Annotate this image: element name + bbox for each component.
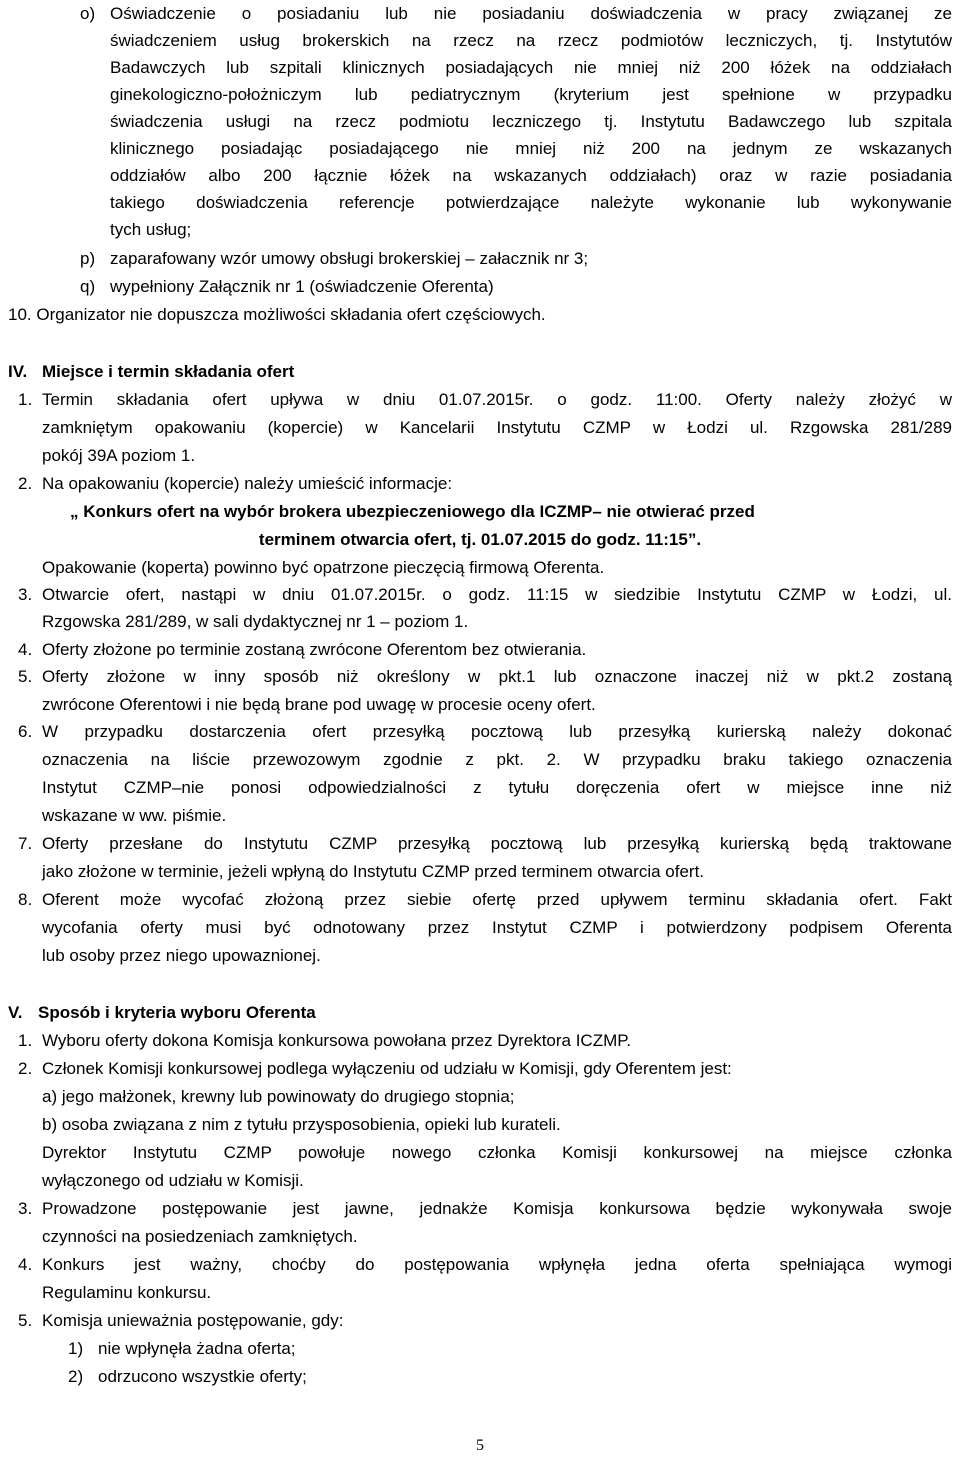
- item-text: Konkurs jest ważny, choćby do postępowania wpłynęła jedna oferta spełniająca wymogi: [42, 1255, 952, 1274]
- text-line: [8, 1223, 952, 1250]
- list-item: [8, 830, 952, 857]
- item-text: takiego doświadczenia referencje potwierdzające należyte wykonanie lub wykonywanie: [110, 193, 952, 212]
- item-marker: 7.: [18, 834, 33, 853]
- text-line: [8, 554, 952, 581]
- item-marker: 8.: [18, 890, 33, 909]
- item-marker: p): [80, 249, 96, 268]
- item-text: ginekologiczno-położniczym lub pediatrycznym (kryterium jest spełnione w przypadku: [110, 85, 952, 104]
- item-text: nie wpłynęła żadna oferta;: [98, 1339, 296, 1358]
- item-text: tych usług;: [110, 220, 192, 239]
- item-text: wycofania oferty musi być odnotowany przez Instytut CZMP i potwierdzony podpisem Oferenta: [42, 918, 952, 937]
- list-item: [8, 1335, 952, 1362]
- list-item: [8, 301, 952, 328]
- envelope-label: „ Konkurs ofert na wybór brokera ubezpieczeniowego dla ICZMP– nie otwierać przed: [70, 502, 755, 521]
- text-line: [8, 1111, 952, 1138]
- text-line: [8, 942, 952, 969]
- text-line: [8, 802, 952, 829]
- list-item: [8, 1055, 952, 1082]
- item-text: wypełniony Załącznik nr 1 (oświadczenie Oferenta): [110, 277, 494, 296]
- item-marker: 5.: [18, 1311, 33, 1330]
- item-text: czynności na posiedzeniach zamkniętych.: [42, 1227, 358, 1246]
- item-text: Oferent może wycofać złożoną przez siebie ofertę przed upływem terminu składania ofert. Fakt: [42, 890, 952, 909]
- list-item: [8, 663, 952, 690]
- item-marker: 3.: [18, 585, 33, 604]
- item-text: Na opakowaniu (kopercie) należy umieścić informacje:: [42, 474, 453, 493]
- text-line: [8, 135, 952, 162]
- text-line: [8, 162, 952, 189]
- item-text: Prowadzone postępowanie jest jawne, jednakże Komisja konkursowa będzie wykonywała swoje: [42, 1199, 952, 1218]
- item-text: Opakowanie (koperta) powinno być opatrzone pieczęcią firmową Oferenta.: [42, 558, 605, 577]
- envelope-label-line: [8, 526, 952, 553]
- item-marker: 1.: [18, 1031, 33, 1050]
- text-line: [8, 54, 952, 81]
- text-line: [8, 746, 952, 773]
- item-text: Członek Komisji konkursowej podlega wyłączeniu od udziału w Komisji, gdy Oferentem jest:: [42, 1059, 732, 1078]
- list-item: [8, 1195, 952, 1222]
- item-text: klinicznego posiadając posiadającego nie mniej niż 200 na jednym ze wskazanych: [110, 139, 952, 158]
- list-item: [8, 1027, 952, 1054]
- section-heading: [8, 358, 952, 385]
- item-marker: 4.: [18, 1255, 33, 1274]
- item-text: Komisja unieważnia postępowanie, gdy:: [42, 1311, 344, 1330]
- item-text: Oferty przesłane do Instytutu CZMP przesyłką pocztową lub przesyłką kurierską będą traktowane: [42, 834, 952, 853]
- page-number: 5: [476, 1437, 484, 1454]
- item-text: Oferty złożone po terminie zostaną zwrócone Oferentom bez otwierania.: [42, 640, 587, 659]
- item-text: Rzgowska 281/289, w sali dydaktycznej nr 1 – poziom 1.: [42, 612, 469, 631]
- item-marker: 6.: [18, 722, 33, 741]
- item-text: świadczenia usługi na rzecz podmiotu leczniczego tj. Instytutu Badawczego lub szpitala: [110, 112, 952, 131]
- item-marker: 1): [68, 1339, 84, 1358]
- text-line: [8, 914, 952, 941]
- item-text: 10. Organizator nie dopuszcza możliwości składania ofert częściowych.: [8, 305, 546, 324]
- item-marker: 4.: [18, 640, 33, 659]
- envelope-label: terminem otwarcia ofert, tj. 01.07.2015 do godz. 11:15”.: [258, 530, 702, 549]
- section-title: Sposób i kryteria wyboru Oferenta: [38, 1003, 316, 1022]
- item-text: wskazane w ww. piśmie.: [42, 806, 227, 825]
- list-item: [8, 636, 952, 663]
- text-line: [8, 1139, 952, 1166]
- text-line: [8, 774, 952, 801]
- item-text: zamkniętym opakowaniu (kopercie) w Kancelarii Instytutu CZMP w Łodzi ul. Rzgowska 281/289: [42, 418, 952, 437]
- item-text: odrzucono wszystkie oferty;: [98, 1367, 307, 1386]
- text-line: [8, 81, 952, 108]
- item-text: Instytut CZMP–nie ponosi odpowiedzialności z tytułu doręczenia ofert w miejsce inne niż: [42, 778, 952, 797]
- item-marker: q): [80, 277, 96, 296]
- item-text: Regulaminu konkursu.: [42, 1283, 212, 1302]
- text-line: [8, 442, 952, 469]
- item-text: oznaczenia na liście przewozowym zgodnie z pkt. 2. W przypadku braku takiego oznaczenia: [42, 750, 952, 769]
- item-marker: o): [80, 4, 96, 23]
- text-line: [8, 608, 952, 635]
- text-line: [8, 108, 952, 135]
- item-marker: 2): [68, 1367, 84, 1386]
- item-text: wyłączonego od udziału w Komisji.: [42, 1171, 304, 1190]
- section-number: V.: [8, 1003, 23, 1022]
- list-item: [8, 1251, 952, 1278]
- item-text: oddziałów albo 200 łącznie łóżek na wskazanych oddziałach) oraz w razie posiadania: [110, 166, 952, 185]
- list-item: [8, 1363, 952, 1390]
- list-item: [8, 245, 952, 272]
- item-text: Oferty złożone w inny sposób niż określony w pkt.1 lub oznaczone inaczej niż w pkt.2 zostaną: [42, 667, 952, 686]
- item-text: zwrócone Oferentowi i nie będą brane pod uwagę w procesie oceny ofert.: [42, 695, 596, 714]
- list-item: [8, 718, 952, 745]
- item-text: a) jego małżonek, krewny lub powinowaty do drugiego stopnia;: [42, 1087, 515, 1106]
- item-text: zaparafowany wzór umowy obsługi brokerskiej – załacznik nr 3;: [110, 249, 589, 268]
- item-text: pokój 39A poziom 1.: [42, 446, 196, 465]
- item-text: Termin składania ofert upływa w dniu 01.07.2015r. o godz. 11:00. Oferty należy złożyć w: [42, 390, 952, 409]
- text-line: [8, 189, 952, 216]
- text-line: [8, 1083, 952, 1110]
- item-text: świadczeniem usług brokerskich na rzecz na rzecz podmiotów leczniczych, tj. Instytutów: [110, 31, 952, 50]
- list-item: [8, 470, 952, 497]
- text-line: [8, 27, 952, 54]
- text-line: [8, 414, 952, 441]
- item-marker: 2.: [18, 1059, 33, 1078]
- envelope-label-line: [8, 498, 952, 525]
- item-marker: 1.: [18, 390, 33, 409]
- text-line: [8, 691, 952, 718]
- text-line: [8, 1279, 952, 1306]
- list-item: [8, 886, 952, 913]
- list-item: [8, 386, 952, 413]
- item-text: b) osoba związana z nim z tytułu przysposobienia, opieki lub kurateli.: [42, 1115, 561, 1134]
- text-line: [8, 1167, 952, 1194]
- section-number: IV.: [8, 362, 28, 381]
- text-line: [8, 858, 952, 885]
- section-heading: [8, 999, 952, 1026]
- item-marker: 2.: [18, 474, 33, 493]
- item-marker: 3.: [18, 1199, 33, 1218]
- item-text: Dyrektor Instytutu CZMP powołuje nowego członka Komisji konkursowej na miejsce członka: [42, 1143, 952, 1162]
- item-text: jako złożone w terminie, jeżeli wpłyną do Instytutu CZMP przed terminem otwarcia ofert.: [42, 862, 705, 881]
- text-line: [8, 216, 952, 243]
- list-item: [8, 581, 952, 608]
- item-marker: 5.: [18, 667, 33, 686]
- item-text: lub osoby przez niego upowaznionej.: [42, 946, 321, 965]
- item-text: Badawczych lub szpitali klinicznych posiadających nie mniej niż 200 łóżek na oddziałach: [110, 58, 952, 77]
- section-title: Miejsce i termin składania ofert: [42, 362, 295, 381]
- list-item: [8, 1307, 952, 1334]
- item-text: Wyboru oferty dokona Komisja konkursowa powołana przez Dyrektora ICZMP.: [42, 1031, 632, 1050]
- list-item: [8, 273, 952, 300]
- list-item: [8, 0, 952, 27]
- item-text: Oświadczenie o posiadaniu lub nie posiadaniu doświadczenia w pracy związanej ze: [110, 4, 952, 23]
- item-text: W przypadku dostarczenia ofert przesyłką pocztową lub przesyłką kurierską należy dokonać: [42, 722, 952, 741]
- item-text: Otwarcie ofert, nastąpi w dniu 01.07.2015r. o godz. 11:15 w siedzibie Instytutu CZMP w Łodzi, ul.: [42, 585, 952, 604]
